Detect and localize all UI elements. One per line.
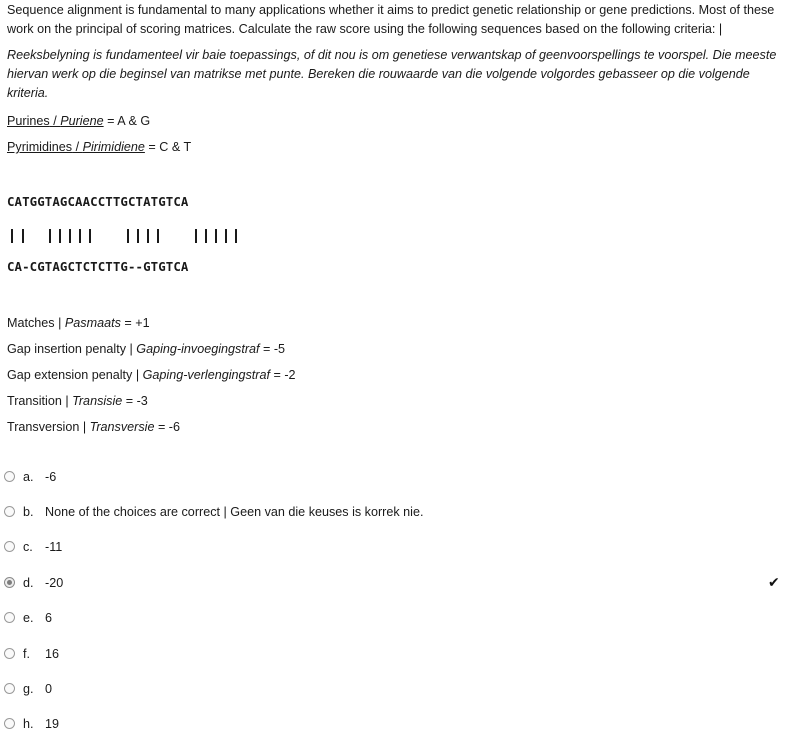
pyrimidines-value: = C & T <box>144 140 192 154</box>
match-bar <box>11 229 13 243</box>
pyrimidines-label-en: Pyrimidines <box>7 140 73 154</box>
criterion-value: = -2 <box>270 368 296 382</box>
question-intro-afrikaans: Reeksbelyning is fundamenteel vir baie toepassings, of dit nou is om genetiese verwantskap of geenvoorspellings te voorspel. Die meeste hiervan werk op die beginsel van matrikse met punte. Bereken die rouwaarde van die volgende volgordes gebasseer op die volgende kriteria. <box>7 48 777 100</box>
answer-option-b[interactable] <box>4 503 780 523</box>
radio-button[interactable] <box>4 648 15 659</box>
match-bar <box>195 229 197 243</box>
match-bar <box>79 229 81 243</box>
radio-button[interactable] <box>4 612 15 623</box>
answer-option-a[interactable] <box>4 468 780 488</box>
radio-button[interactable] <box>4 471 15 482</box>
answer-option-f[interactable] <box>4 645 780 665</box>
criterion-label: Matches | <box>7 316 65 330</box>
option-letter: h. <box>23 717 34 731</box>
match-bar <box>22 229 24 243</box>
criterion-label-af: Transversie <box>89 420 155 434</box>
pyrimidines-label-af: Pirimidiene <box>82 140 145 154</box>
radio-button[interactable] <box>4 683 15 694</box>
match-bar <box>147 229 149 243</box>
match-bar <box>205 229 207 243</box>
match-bar <box>49 229 51 243</box>
option-text[interactable]: -20 <box>45 576 64 590</box>
option-text[interactable]: None of the choices are correct | Geen van die keuses is korrek nie. <box>45 505 424 519</box>
option-letter: a. <box>23 470 34 484</box>
criterion-value: = -3 <box>122 394 148 408</box>
criterion-value: = -6 <box>154 420 181 434</box>
option-text[interactable]: -11 <box>45 540 63 554</box>
option-letter: b. <box>23 505 34 519</box>
match-bar <box>235 229 237 243</box>
match-bar <box>137 229 139 243</box>
criterion-label-af: Pasmaats <box>64 316 121 330</box>
option-letter: c. <box>23 540 33 554</box>
criterion-label-af: Gaping-verlengingstraf <box>142 368 271 382</box>
answer-option-h[interactable] <box>4 715 780 735</box>
match-bar <box>127 229 129 243</box>
option-text[interactable]: 6 <box>45 611 53 625</box>
sequence-bottom: CA-CGTAGCTCTCTTG--GTGTCA <box>7 259 189 274</box>
option-text[interactable]: -6 <box>45 470 57 484</box>
radio-button[interactable] <box>4 541 15 552</box>
match-bar <box>215 229 217 243</box>
option-text[interactable]: 16 <box>45 647 60 661</box>
match-bar <box>59 229 61 243</box>
criterion-gap-insertion <box>7 340 285 358</box>
criterion-gap-extension <box>7 366 296 384</box>
question-intro-english: Sequence alignment is fundamental to many applications whether it aims to predict genetic relationship or gene predictions. Most of these work on the principal of scoring matrices. Calculate the raw score using the following sequences based on the following criteria: | <box>7 3 775 36</box>
criterion-value: = +1 <box>120 316 150 330</box>
criterion-transversion <box>7 418 180 436</box>
criterion-transition <box>7 392 148 410</box>
option-letter: e. <box>23 611 34 625</box>
criterion-label: Transition | <box>7 394 73 408</box>
criterion-matches <box>7 314 150 332</box>
answer-option-e[interactable] <box>4 609 780 629</box>
criterion-label-af: Gaping-invoegingstraf <box>136 342 260 356</box>
criterion-label: Gap extension penalty | <box>7 368 143 382</box>
sequence-top: CATGGTAGCAACCTTGCTATGTCA <box>7 194 189 209</box>
purines-label-af: Puriene <box>60 114 104 128</box>
option-letter: d. <box>23 576 34 590</box>
purines-value: = A & G <box>103 114 151 128</box>
purines-separator: / <box>49 114 61 128</box>
answer-option-c[interactable] <box>4 538 780 558</box>
match-bar <box>89 229 91 243</box>
correct-check-icon: ✔ <box>768 574 780 590</box>
option-letter: f. <box>23 647 30 661</box>
option-text[interactable]: 0 <box>45 682 53 696</box>
purines-line <box>7 112 150 130</box>
answer-option-g[interactable] <box>4 680 780 700</box>
radio-button[interactable] <box>4 718 15 729</box>
option-letter: g. <box>23 682 34 696</box>
answer-option-d[interactable] <box>4 574 780 594</box>
purines-label-en: Purines <box>7 114 50 128</box>
match-bar <box>69 229 71 243</box>
radio-button-selected[interactable] <box>4 577 15 588</box>
criterion-label-af: Transisie <box>72 394 123 408</box>
match-bar <box>225 229 227 243</box>
match-bar <box>157 229 159 243</box>
criterion-label: Transversion | <box>7 420 90 434</box>
criterion-label: Gap insertion penalty | <box>7 342 137 356</box>
radio-button[interactable] <box>4 506 15 517</box>
pyrimidines-separator: / <box>72 140 83 154</box>
criterion-value: = -5 <box>259 342 286 356</box>
option-text[interactable]: 19 <box>45 717 60 731</box>
pyrimidines-line <box>7 138 191 156</box>
